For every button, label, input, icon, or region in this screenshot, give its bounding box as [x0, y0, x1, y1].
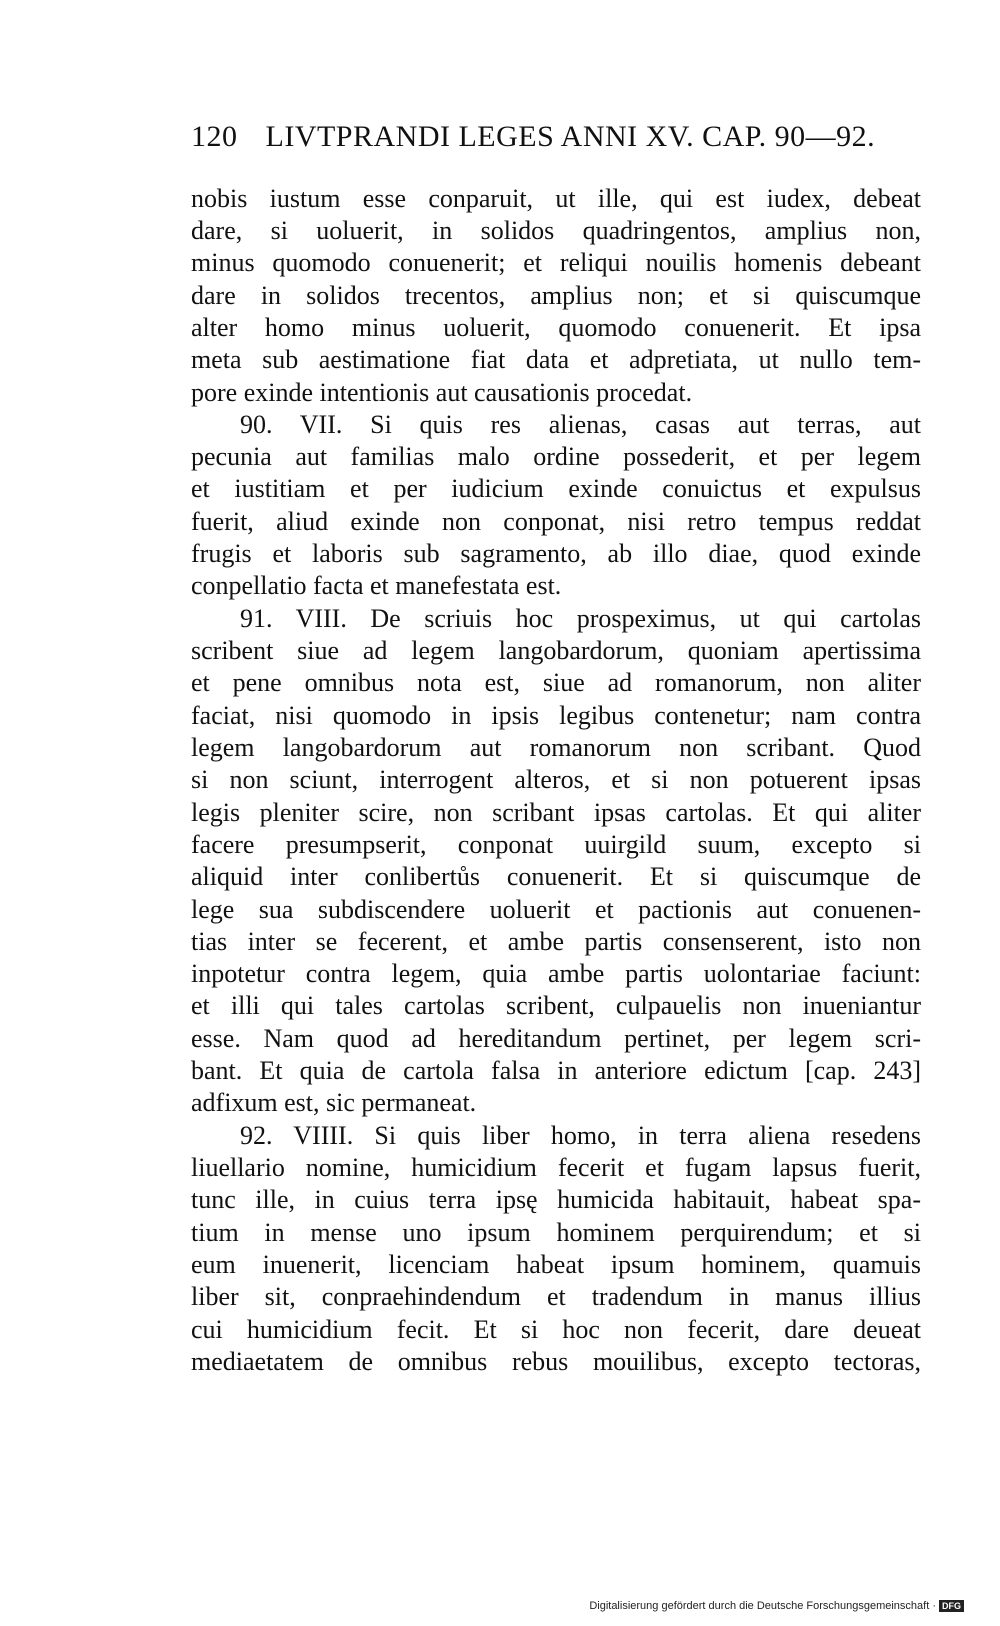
text-line: et illi qui tales cartolas scribent, culpauelis non inueniantur [191, 991, 921, 1020]
text-line: tunc ille, in cuius terra ipsę humicida habitauit, habeat spa- [191, 1185, 921, 1214]
text-line: aliquid inter conlibertůs conuenerit. Et si quiscumque de [191, 862, 921, 891]
text-line: conpellatio facta et manefestata est. [191, 571, 562, 600]
text-line: tium in mense uno ipsum hominem perquirendum; et si [191, 1218, 921, 1247]
text-line: meta sub aestimatione fiat data et adpretiata, ut nullo tem- [191, 345, 921, 374]
text-line: fuerit, aliud exinde non conponat, nisi retro tempus reddat [191, 507, 921, 536]
text-line: esse. Nam quod ad hereditandum pertinet, per legem scri- [191, 1024, 921, 1053]
running-title: LIVTPRANDI LEGES ANNI XV. CAP. 90—92. [265, 120, 876, 153]
text-line: liuellario nomine, humicidium fecerit et fugam lapsus fuerit, [191, 1153, 921, 1182]
text-line: et iustitiam et per iudicium exinde conuictus et expulsus [191, 474, 921, 503]
text-line: lege sua subdiscendere uoluerit et pactionis aut conuenen- [191, 895, 921, 924]
text-line: pore exinde intentionis aut causationis procedat. [191, 378, 693, 407]
text-line: si non sciunt, interrogent alteros, et si non potuerent ipsas [191, 765, 921, 794]
text-line: inpotetur contra legem, quia ambe partis uolontariae faciunt: [191, 959, 921, 988]
text-line: legem langobardorum aut romanorum non scribant. Quod [191, 733, 921, 762]
text-line: dare in solidos trecentos, amplius non; et si quiscumque [191, 281, 921, 310]
text-line: mediaetatem de omnibus rebus mouilibus, excepto tectoras, [191, 1347, 921, 1376]
text-line: liber sit, conpraehindendum et tradendum in manus illius [191, 1282, 921, 1311]
text-line: dare, si uoluerit, in solidos quadringentos, amplius non, [191, 216, 921, 245]
text-line: alter homo minus uoluerit, quomodo conuenerit. Et ipsa [191, 313, 921, 342]
credit-text: Digitalisierung gefördert durch die Deutsche Forschungsgemeinschaft · [589, 1600, 936, 1612]
text-line: et pene omnibus nota est, siue ad romanorum, non aliter [191, 668, 921, 697]
text-line: facere presumpserit, conponat uuirgild suum, excepto si [191, 830, 921, 859]
text-line: frugis et laboris sub sagramento, ab illo diae, quod exinde [191, 539, 921, 568]
text-line: scribent siue ad legem langobardorum, quoniam apertissima [191, 636, 921, 665]
page-number: 120 [191, 120, 238, 153]
dfg-logo: DFG [939, 1600, 964, 1612]
text-line: nobis iustum esse conparuit, ut ille, qui est iudex, debeat [191, 184, 921, 213]
digitization-credit [589, 1600, 964, 1612]
text-line: faciat, nisi quomodo in ipsis legibus contenetur; nam contra [191, 701, 921, 730]
text-line: pecunia aut familias malo ordine possederit, et per legem [191, 442, 921, 471]
text-line: adfixum est, sic permaneat. [191, 1088, 477, 1117]
text-line: legis pleniter scire, non scribant ipsas cartolas. Et qui aliter [191, 798, 921, 827]
text-line: cui humicidium fecit. Et si hoc non fecerit, dare deueat [191, 1315, 921, 1344]
text-line: minus quomodo conuenerit; et reliqui nouilis homenis debeant [191, 248, 921, 277]
text-line: bant. Et quia de cartola falsa in anteriore edictum [cap. 243] [191, 1056, 921, 1085]
section-90-heading-line: 90. VII. Si quis res alienas, casas aut terras, aut [240, 410, 921, 439]
running-header [191, 120, 921, 154]
section-92-heading-line: 92. VIIII. Si quis liber homo, in terra aliena resedens [240, 1121, 921, 1150]
text-line: tias inter se fecerent, et ambe partis consenserent, isto non [191, 927, 921, 956]
section-91-heading-line: 91. VIII. De scriuis hoc prospeximus, ut qui cartolas [240, 604, 921, 633]
text-line: eum inuenerit, licenciam habeat ipsum hominem, quamuis [191, 1250, 921, 1279]
